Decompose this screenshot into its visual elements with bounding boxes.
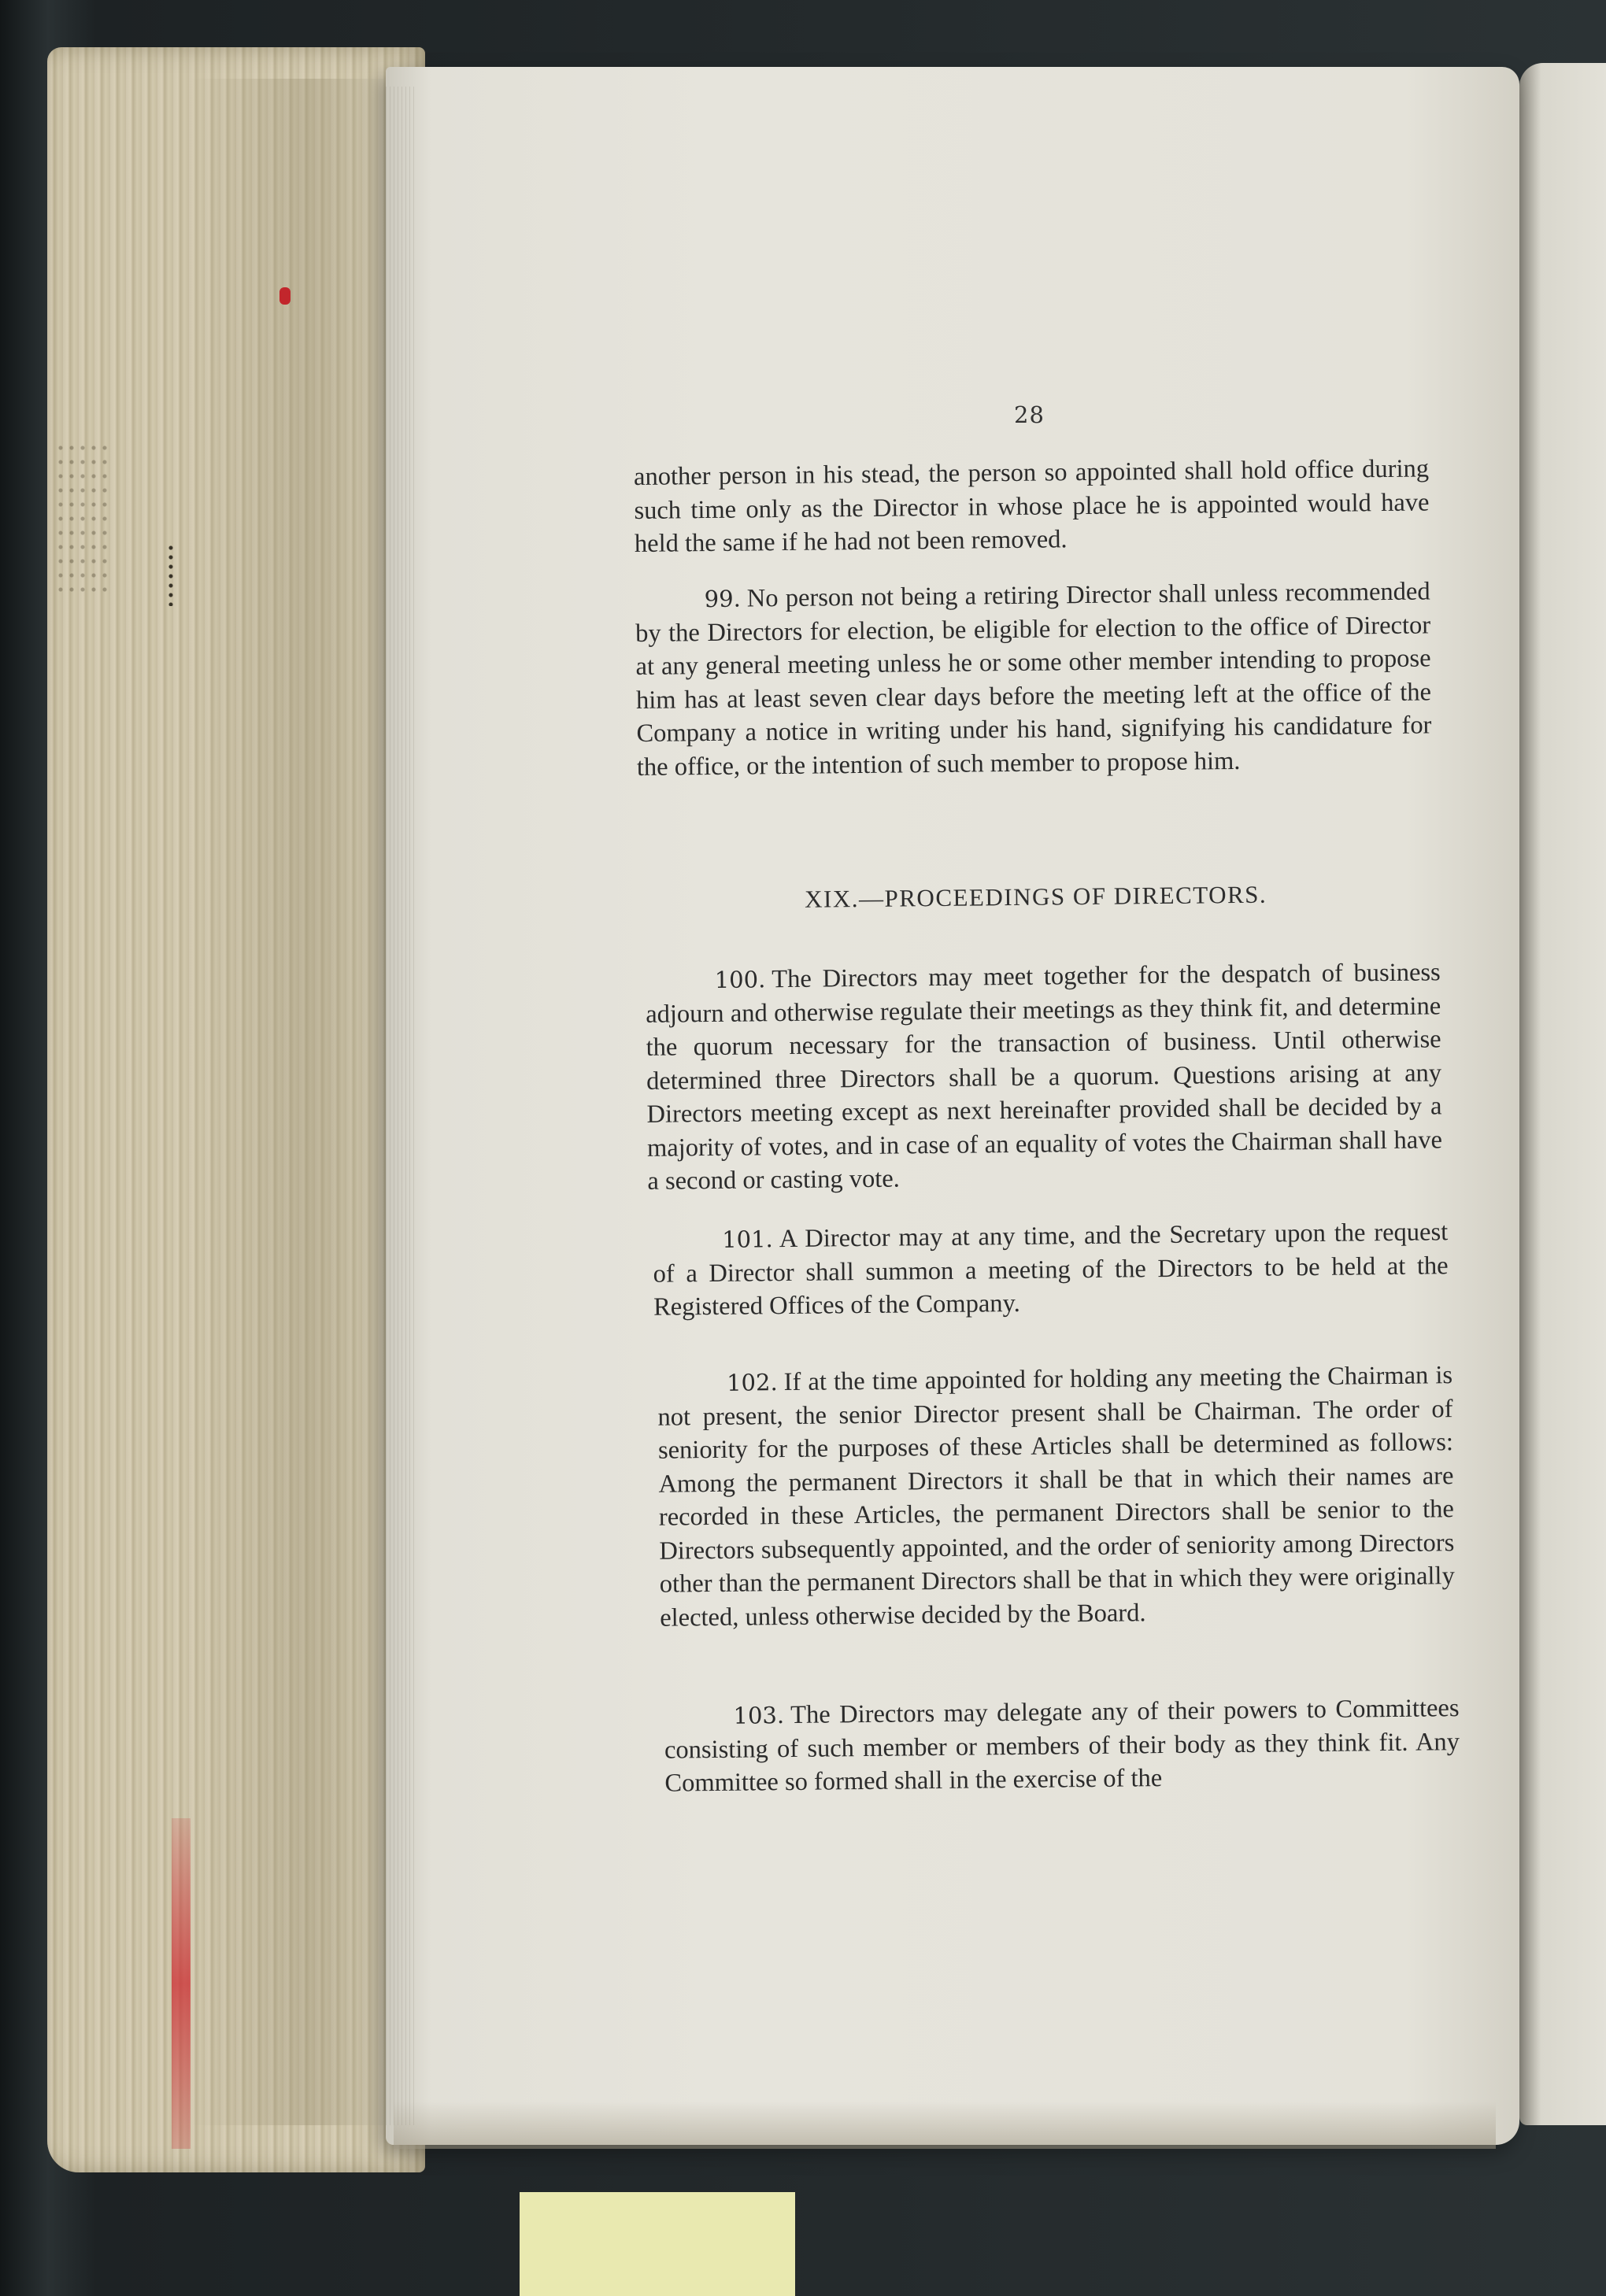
paragraph-text: No person not being a retiring Director shall unless recommended by the Directors for election, be eligible for election to the office of Director at any general meeting unless he or some other member intending to propose him has at least seven clear days before the meeting left at the office of the Company a notice in writing under his hand, signifying his candidature for the office, or the intention of such member to propose him. xyxy=(635,577,1432,782)
paragraph-100 xyxy=(646,956,1443,1198)
paragraph-text: The Directors may delegate any of their powers to Committees consisting of such member or members of their body as they think fit. Any Committee so formed shall in the exercise of the xyxy=(664,1694,1460,1798)
page-bottom-shadow xyxy=(394,2102,1496,2149)
paragraph-number: 101. xyxy=(722,1226,773,1253)
paragraph-text: The Directors may meet together for the despatch of business adjourn and otherwise regulate their meetings as they think fit, and determine the quorum necessary for the transaction of business. Until otherwise determined three Directors shall be a quorum. Questions arising at any Directors meeting except as next hereinafter provided shall be decided by a majority of votes, and in case of an equality of votes the Chairman shall have a second or casting vote. xyxy=(646,958,1443,1196)
red-ink-mark xyxy=(279,287,290,305)
paragraph-continuation: another person in his stead, the person so appointed shall hold office during such time only as the Director in whose place he is appointed would have held the same if he had not been removed. xyxy=(633,454,1430,558)
paragraph-103 xyxy=(664,1691,1460,1800)
page-edge-lines xyxy=(386,87,417,2125)
section-heading: XIX.—PROCEEDINGS OF DIRECTORS. xyxy=(805,880,1267,913)
paragraph-text: If at the time appointed for holding any meeting the Chairman is not present, the senior Director present shall be Chairman. The order of seniority for the purposes of these Articles shall be determined as follows: Among the permanent Directors it shall be that in which their names are recorded in these Articles, the permanent Directors shall be senior to the Directors subsequently appointed, and the order of seniority among Directors other than the permanent Directors shall be that in which they were originally elected, unless otherwise decided by the Board. xyxy=(657,1361,1455,1632)
perforation-dots xyxy=(167,543,175,606)
paragraph-number: 102. xyxy=(726,1369,778,1396)
perforation-marks xyxy=(55,441,110,598)
red-edge-stain xyxy=(172,1818,191,2149)
paragraph-102 xyxy=(657,1359,1456,1635)
paragraph-99 xyxy=(635,575,1432,784)
paper-tab-slip xyxy=(520,2192,795,2296)
paragraph-101 xyxy=(653,1215,1449,1324)
paragraph-text: A Director may at any time, and the Secretary upon the request of a Director shall summon a meeting of the Directors to be held at the Registered Offices of the Company. xyxy=(653,1218,1449,1322)
paragraph-number: 103. xyxy=(733,1702,785,1729)
page-number: 28 xyxy=(1014,401,1045,428)
page-stack-shadow xyxy=(189,79,394,2125)
paragraph-number: 99. xyxy=(704,585,741,613)
paragraph-number: 100. xyxy=(714,966,766,993)
adjacent-page-edge xyxy=(1519,63,1606,2125)
